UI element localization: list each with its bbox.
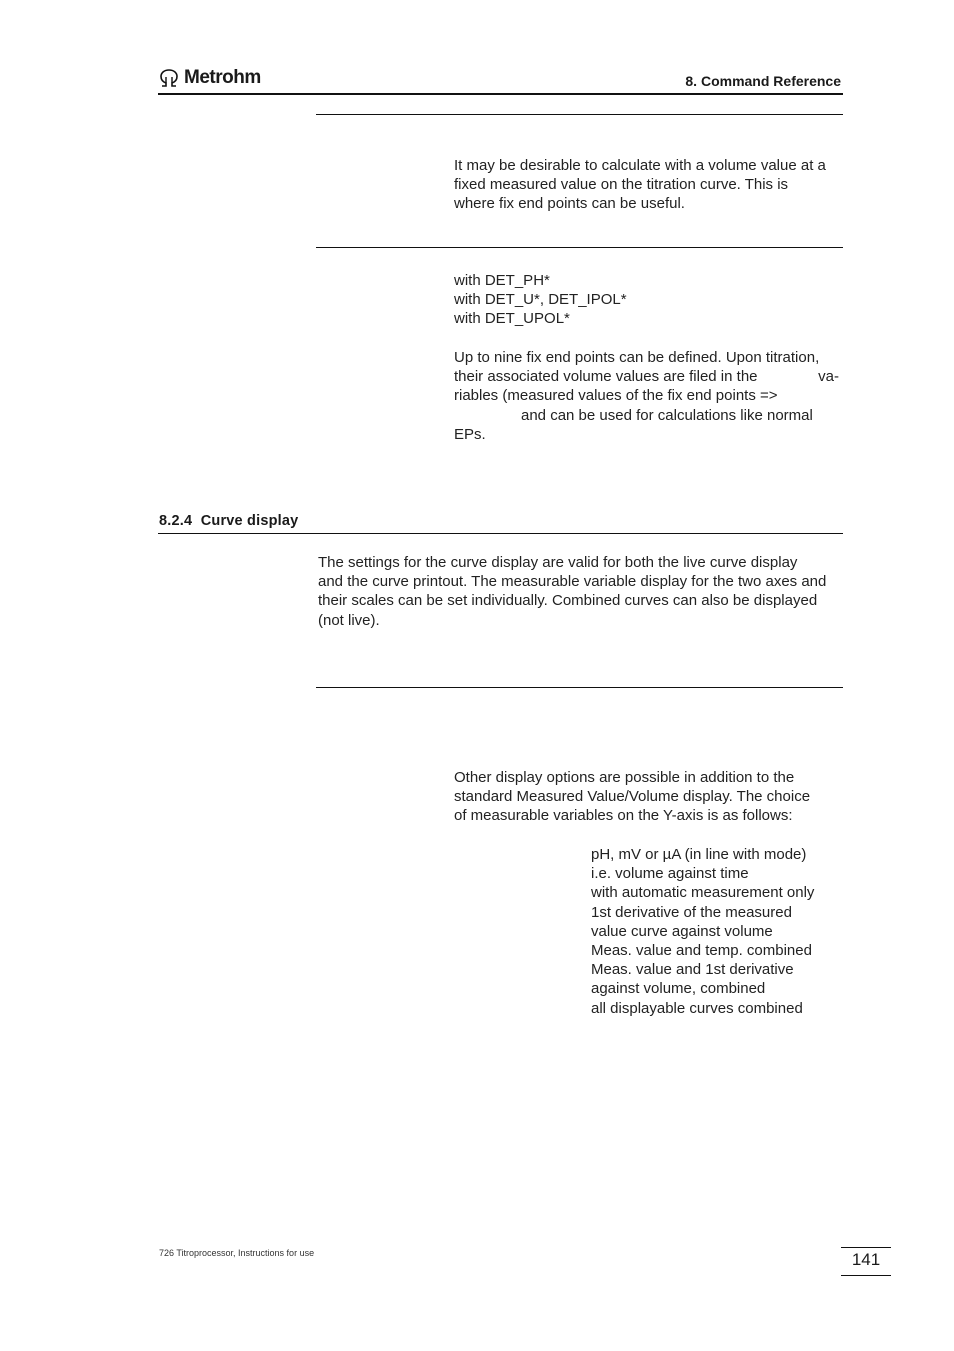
section-number: 8.2.4 [159,513,193,529]
text-line [454,367,843,386]
option-line: i.e. volume against time [591,865,749,883]
text-line: their scales can be set individually. Combined curves can also be displayed [318,592,818,610]
text-line: standard Measured Value/Volume display. The choice [454,788,811,806]
option-line: Meas. value and temp. combined [591,942,812,960]
option-line: value curve against volume [591,922,773,940]
divider [316,687,843,688]
fix-ep-intro [454,156,826,214]
text-line: where fix end points can be useful. [454,195,685,213]
section-title: Curve display [200,513,299,529]
footer-doc-title: 726 Titroprocessor, Instructions for use [159,1248,315,1258]
text-line [454,386,843,405]
text-line: Up to nine fix end points can be defined. Upon titration, [454,349,820,366]
page-number-underline [841,1275,891,1276]
text-line: with DET_U*, DET_IPOL* [454,291,627,309]
brand-name: Metrohm [184,67,261,88]
option-line: with automatic measurement only [591,884,815,902]
option-line: all displayable curves combined [591,999,803,1017]
divider [316,114,843,115]
brand-logo [158,66,261,90]
y-axis-options [591,845,814,1018]
det-modes-list [454,271,627,329]
text-line: with DET_PH* [454,272,550,289]
section-intro [318,553,826,630]
text-line: Other display options are possible in addition to the [454,769,795,786]
text-line: fixed measured value on the titration curve. This is [454,176,789,194]
option-line: 1st derivative of the measured [591,903,792,921]
text-line: (not live). [318,611,380,629]
option-line: against volume, combined [591,980,766,998]
text-fragment: riables [454,387,499,405]
section-rule [158,533,843,534]
text-line: EPs. [454,425,486,443]
fix-ep-paragraph [454,348,843,444]
text-line: of measurable variables on the Y-axis is as follows: [454,807,793,825]
option-line: pH, mV or µA (in line with mode) [591,846,807,863]
omega-logo-icon [158,68,180,88]
section-heading [159,513,298,529]
text-fragment: va- [818,368,839,386]
text-fragment: (measured values of the fix end points => [502,387,778,405]
display-options-intro [454,768,810,826]
chapter-title: 8. Command Reference [685,73,841,89]
text-line: It may be desirable to calculate with a volume value at a [454,157,826,174]
divider [316,247,843,248]
page-number-rule [841,1247,891,1248]
text-line: and can be used for calculations like normal [521,406,813,424]
text-fragment: their associated volume values are filed in the [454,368,758,386]
page-number: 141 [851,1250,881,1269]
text-line: with DET_UPOL* [454,310,570,328]
text-line: and the curve printout. The measurable variable display for the two axes and [318,573,827,591]
option-line: Meas. value and 1st derivative [591,961,794,979]
text-line: The settings for the curve display are valid for both the live curve display [318,554,798,571]
header-rule [158,93,843,95]
